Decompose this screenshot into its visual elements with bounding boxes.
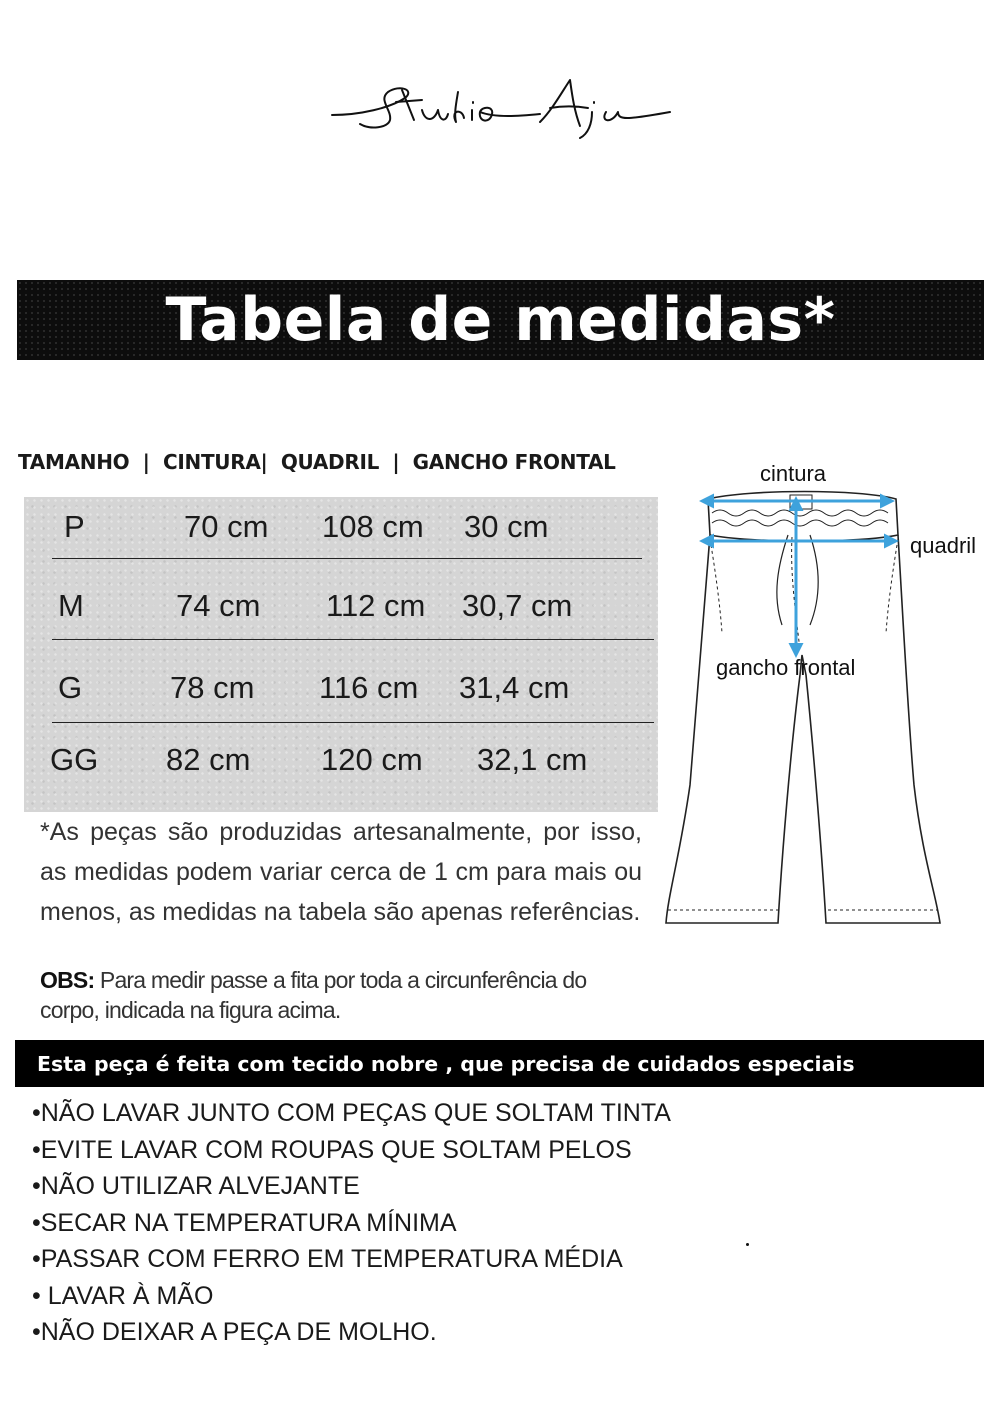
page-title: Tabela de medidas* [165, 285, 836, 355]
cintura-cell: 78 cm [170, 670, 255, 705]
cintura-cell: 74 cm [176, 588, 261, 623]
table-row [24, 576, 658, 636]
label-quadril: quadril [910, 533, 977, 558]
care-list [32, 1095, 732, 1351]
obs-note [40, 965, 650, 1025]
table-row [24, 497, 658, 557]
cintura-cell: 82 cm [166, 742, 251, 777]
care-banner-text: Esta peça é feita com tecido nobre , que precisa de cuidados especiais [37, 1051, 855, 1076]
table-headers: TAMANHO | CINTURA| QUADRIL | GANCHO FRONTAL [18, 450, 616, 474]
list-item: • LAVAR À MÃO [32, 1281, 214, 1310]
quadril-cell: 116 cm [319, 670, 419, 705]
list-item: •NÃO LAVAR JUNTO COM PEÇAS QUE SOLTAM TINTA [32, 1099, 671, 1127]
label-cintura: cintura [760, 461, 827, 486]
gancho-cell: 31,4 cm [459, 670, 570, 705]
size-cell: GG [50, 742, 99, 777]
row-divider [52, 558, 642, 559]
table-row [24, 730, 658, 790]
quadril-cell: 120 cm [321, 742, 423, 777]
list-item: •NÃO DEIXAR A PEÇA DE MOLHO. [32, 1318, 437, 1346]
obs-label: OBS: [40, 967, 95, 993]
list-item: •NÃO UTILIZAR ALVEJANTE [32, 1172, 360, 1200]
gancho-cell: 32,1 cm [477, 742, 588, 777]
table-row [24, 658, 658, 718]
size-cell: M [58, 588, 84, 623]
label-gancho-frontal: gancho frontal [716, 655, 856, 680]
gancho-cell: 30 cm [464, 509, 549, 544]
cintura-cell: 70 cm [184, 509, 269, 544]
list-item: •EVITE LAVAR COM ROUPAS QUE SOLTAM PELOS [32, 1135, 632, 1164]
quadril-cell: 108 cm [322, 509, 424, 544]
care-banner [15, 1040, 984, 1087]
stray-dot [746, 1243, 749, 1246]
quadril-cell: 112 cm [326, 588, 426, 623]
measurement-note: *As peças são produzidas artesanalmente, por isso, as medidas podem variar cerca de 1 cm para mais ou menos, as medidas na tabela são apenas referências. [40, 818, 642, 926]
pants-diagram [660, 455, 1000, 935]
studio-aja-logo [330, 70, 680, 140]
row-divider [52, 639, 654, 640]
size-cell: G [58, 670, 83, 705]
gancho-cell: 30,7 cm [462, 588, 573, 623]
title-banner [17, 280, 984, 360]
row-divider [52, 722, 654, 723]
list-item: •SECAR NA TEMPERATURA MÍNIMA [32, 1208, 457, 1237]
list-item: •PASSAR COM FERRO EM TEMPERATURA MÉDIA [32, 1245, 623, 1273]
size-table [24, 497, 658, 812]
size-cell: P [64, 509, 85, 544]
obs-text: Para medir passe a fita por toda a circunferência do corpo, indicada na figura acima. [40, 967, 587, 1023]
pants-illustration [660, 455, 1000, 935]
